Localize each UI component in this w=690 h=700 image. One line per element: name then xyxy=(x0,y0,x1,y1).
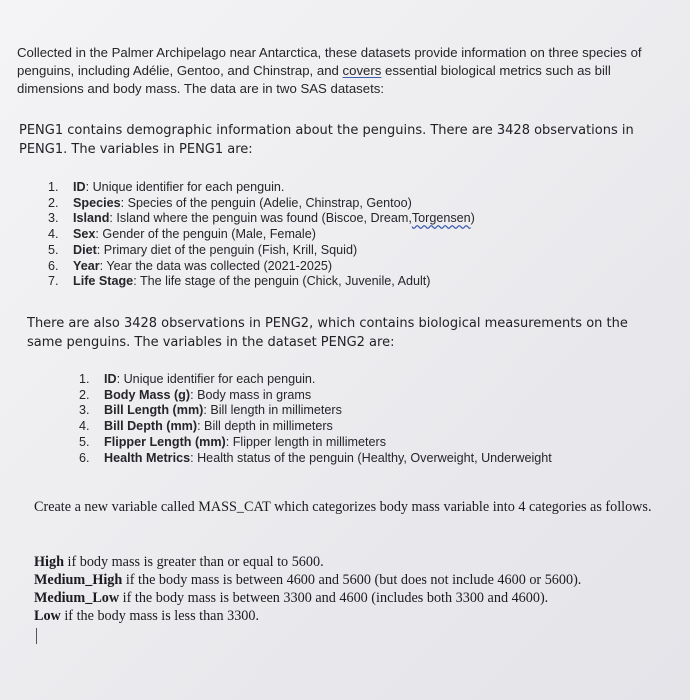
list-item xyxy=(48,211,475,227)
variable-name: Diet xyxy=(73,242,97,257)
task-instruction: Create a new variable called MASS_CAT which categorizes body mass variable into 4 categories as follows. xyxy=(34,499,652,515)
item-number: 6. xyxy=(48,258,59,273)
variable-desc-end: ) xyxy=(470,211,475,226)
list-item xyxy=(79,419,552,435)
list-item xyxy=(48,227,475,243)
item-number: 6. xyxy=(79,450,90,465)
variable-desc: : Bill length in millimeters xyxy=(203,403,342,418)
item-number: 3. xyxy=(48,211,59,226)
item-number: 3. xyxy=(79,403,90,418)
category-rule-text: if the body mass is less than 3300. xyxy=(60,608,260,624)
variable-name: Flipper Length (mm) xyxy=(104,434,226,449)
category-label: Medium_Low xyxy=(34,590,120,606)
peng1-variable-list xyxy=(48,180,475,290)
item-number: 5. xyxy=(48,242,59,257)
category-label: Medium_High xyxy=(34,572,123,588)
covers-link[interactable]: covers xyxy=(342,63,382,78)
variable-desc: : Primary diet of the penguin (Fish, Krill, Squid) xyxy=(96,242,358,257)
list-item xyxy=(79,451,552,467)
variable-name: ID xyxy=(104,372,117,386)
variable-name: Species xyxy=(73,195,121,210)
item-number: 1. xyxy=(79,372,90,386)
variable-desc: : The life stage of the penguin (Chick, Juvenile, Adult) xyxy=(133,274,431,289)
variable-name: Health Metrics xyxy=(104,450,191,465)
list-item xyxy=(48,259,475,275)
peng2-variable-list xyxy=(79,372,552,466)
variable-desc: : Island where the penguin was found (Biscoe, Dream, xyxy=(109,211,412,226)
peng2-description: There are also 3428 observations in PENG2, which contains biological measurements on the same penguins. The variables in the dataset PENG2 are: xyxy=(27,316,628,350)
variable-name: Bill Length (mm) xyxy=(104,403,204,418)
item-number: 1. xyxy=(48,180,59,194)
list-item xyxy=(48,180,475,196)
variable-desc: : Unique identifier for each penguin. xyxy=(85,180,285,194)
list-item xyxy=(79,403,552,419)
spellcheck-flagged-word[interactable]: Torgensen xyxy=(411,211,471,226)
variable-desc: : Flipper length in millimeters xyxy=(225,434,387,449)
variable-desc: : Unique identifier for each penguin. xyxy=(116,372,316,386)
variable-name: Island xyxy=(73,211,110,226)
variable-name: Life Stage xyxy=(73,274,134,289)
item-number: 4. xyxy=(48,227,59,242)
category-label: Low xyxy=(34,608,61,624)
item-number: 7. xyxy=(48,274,59,289)
category-rule xyxy=(34,589,664,607)
variable-desc: : Body mass in grams xyxy=(190,387,312,402)
list-item xyxy=(48,243,475,259)
variable-desc: : Gender of the penguin (Male, Female) xyxy=(95,227,316,242)
variable-desc: : Year the data was collected (2021-2025) xyxy=(99,258,333,273)
category-label: High xyxy=(34,554,64,570)
variable-name: Bill Depth (mm) xyxy=(104,419,198,434)
list-item xyxy=(48,196,475,212)
category-rule-text: if the body mass is between 4600 and 5600 (but does not include 4600 or 5600). xyxy=(122,572,582,588)
list-item xyxy=(79,435,552,451)
variable-name: ID xyxy=(73,180,86,194)
variable-name: Year xyxy=(73,258,100,273)
category-rule xyxy=(34,607,664,625)
item-number: 5. xyxy=(79,434,90,449)
intro-text-part1: Collected in the Palmer Archipelago near Antarctica, these datasets provide information on three species of penguins, including Adélie, Gentoo, and Chinstrap, and xyxy=(17,45,642,78)
intro-paragraph xyxy=(17,44,667,98)
list-item xyxy=(79,372,552,388)
item-number: 2. xyxy=(48,195,59,210)
peng1-description: PENG1 contains demographic information about the penguins. There are 3428 observations in PENG1. The variables in PENG1 are: xyxy=(19,123,634,157)
category-rule xyxy=(34,553,664,571)
category-rule-text: if the body mass is between 3300 and 4600 (includes both 3300 and 4600). xyxy=(119,590,549,606)
mass-category-rules xyxy=(34,553,664,625)
category-rule xyxy=(34,571,664,589)
list-item xyxy=(48,274,475,290)
variable-name: Sex xyxy=(73,227,96,242)
item-number: 4. xyxy=(79,419,90,434)
intro-text-part2: essential biological metrics such as bill dimensions and body mass. The data are in two SAS datasets: xyxy=(17,63,611,96)
variable-name: Body Mass (g) xyxy=(104,387,191,402)
variable-desc: : Species of the penguin (Adelie, Chinstrap, Gentoo) xyxy=(120,195,412,210)
list-item xyxy=(79,388,552,404)
variable-desc: : Health status of the penguin (Healthy, Overweight, Underweight xyxy=(190,450,552,465)
category-rule-text: if body mass is greater than or equal to 5600. xyxy=(63,554,324,570)
text-cursor[interactable] xyxy=(36,628,37,644)
variable-desc: : Bill depth in millimeters xyxy=(197,419,333,434)
item-number: 2. xyxy=(79,387,90,402)
